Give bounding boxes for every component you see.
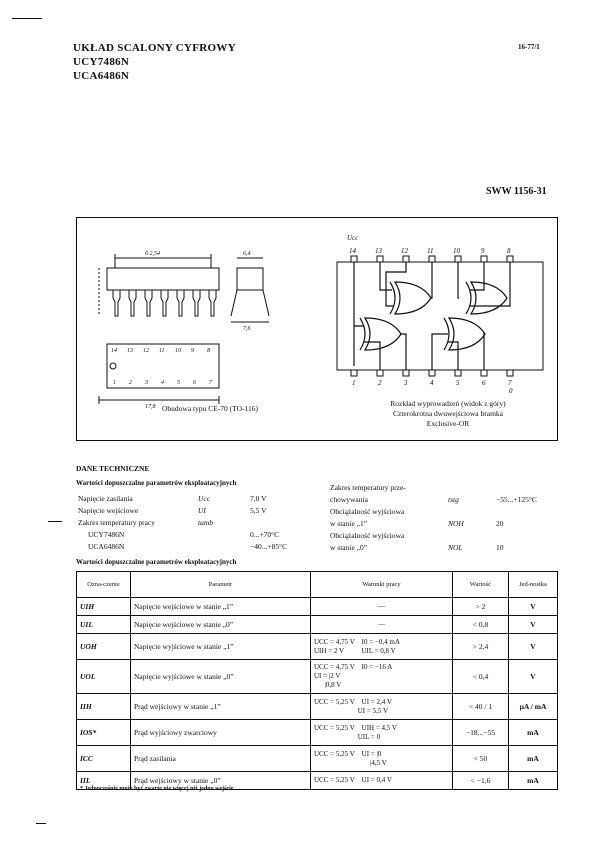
row-value: −18...−55 (453, 720, 509, 746)
limit-symbol (448, 507, 494, 517)
pkg-pin-13: 13 (127, 348, 133, 354)
pkg-pin-14: 14 (111, 348, 117, 354)
pinout-caption-2: Czterokrotna dwuwejściowa bramka (393, 409, 503, 418)
row-parameter: Napięcie wyjściowe w stanie „1” (131, 634, 311, 660)
row-parameter: Prąd wyjściowy zwarciowy (131, 720, 311, 746)
col-header-conditions: Warunki pracy (311, 572, 453, 598)
condition-line: UCC = 4,75 V I0 = −16 A (314, 663, 393, 671)
row-value: > 2 (453, 598, 509, 616)
table-row (77, 634, 558, 660)
pkg-pin-4: 4 (161, 380, 164, 386)
pkg-pin-7: 7 (209, 380, 212, 386)
limit-name: Zakres temperatury prze- (330, 483, 406, 492)
limit-symbol: tstg (448, 495, 459, 504)
row-value: < 0,4 (453, 660, 509, 694)
row-conditions (311, 694, 453, 720)
row-parameter: Napięcie wejściowe w stanie „1” (131, 598, 311, 616)
row-unit: V (509, 598, 558, 616)
pin-13-label: 13 (375, 247, 382, 255)
row-value: > 2,4 (453, 634, 509, 660)
row-unit: mA (509, 720, 558, 746)
row-symbol: ICC (77, 746, 131, 772)
row-parameter: Prąd zasilania (131, 746, 311, 772)
condition-line: — (378, 620, 385, 628)
limit-symbol (448, 483, 494, 493)
limit-name: w stanie „0” (330, 543, 368, 552)
limits-left-table (76, 492, 291, 554)
limit-name: Obciążalność wyjściowa (330, 507, 405, 516)
pin-9-label: 9 (481, 247, 485, 255)
col-header-symbol: Ozna-czenie (77, 572, 131, 598)
pinout-diagram (329, 226, 555, 394)
document-title: UKŁAD SCALONY CYFROWY (73, 42, 236, 54)
pin-8-label: 8 (507, 247, 511, 255)
condition-line: UCC = 5,25 V UI = 2,4 V (314, 697, 392, 706)
limit-symbol (198, 542, 248, 552)
pkg-pin-11: 11 (159, 348, 165, 354)
condition-line: UI = 5,5 V (314, 706, 389, 715)
pin-14-label: 14 (349, 247, 356, 255)
limit-name: UCA6486N (88, 542, 125, 551)
pkg-pin-2: 2 (129, 380, 132, 386)
table-row (77, 720, 558, 746)
dim-pitch-label: 6·2,54 (145, 251, 160, 257)
pinout-caption-1: Rozkład wyprowadzeń (widok z góry) (390, 399, 506, 408)
limits-heading: Wartości dopuszczalne parametrów eksploatacyjnych (76, 479, 237, 487)
limit-value: 10 (496, 543, 504, 552)
margin-mark-bottom (36, 823, 46, 824)
condition-line: UCC = 5,25 V UI = |0 (314, 749, 382, 758)
limit-symbol: tamb (198, 518, 213, 527)
doc-code: 16-77/1 (518, 43, 540, 51)
table-row (77, 694, 558, 720)
limit-value: −40...+85°C (250, 542, 288, 551)
limit-symbol (198, 530, 248, 540)
tech-heading: DANE TECHNICZNE (76, 464, 150, 473)
table-row (77, 598, 558, 616)
pin-10-label: 10 (453, 247, 460, 255)
table-row (77, 660, 558, 694)
parameters-table (76, 571, 558, 790)
pkg-pin-1: 1 (113, 380, 116, 386)
row-conditions (311, 660, 453, 694)
row-value: < 50 (453, 746, 509, 772)
condition-line: UCC = 5,25 V UI = 0,4 V (314, 776, 392, 784)
limits-right-table (328, 481, 560, 555)
pin-2-label: 2 (378, 379, 382, 387)
row-symbol: UOH (77, 634, 131, 660)
pin-6-label: 6 (482, 379, 486, 387)
condition-line: UIL = 0 (314, 732, 381, 741)
limit-symbol: NOL (448, 543, 463, 552)
pkg-pin-5: 5 (177, 380, 180, 386)
condition-line: |4,5 V (314, 758, 387, 767)
pin-3-label: 3 (404, 379, 408, 387)
condition-line: |0,8 V (314, 681, 342, 689)
row-conditions (311, 746, 453, 772)
table-header-row (77, 572, 558, 598)
pkg-pin-12: 12 (143, 348, 149, 354)
params-heading: Wartości dopuszczalne parametrów eksploatacyjnych (76, 558, 237, 566)
limit-symbol: NOH (448, 519, 464, 528)
row-conditions (311, 598, 453, 616)
pin-7-label: 7 (508, 379, 512, 387)
row-parameter: Napięcie wyjściowe w stanie „0” (131, 660, 311, 694)
condition-line: UCC = 5,25 V UIH = 4,5 V (314, 723, 397, 732)
row-value: < −1,6 (453, 772, 509, 790)
row-symbol: IIL (77, 772, 131, 790)
row-conditions (311, 720, 453, 746)
row-unit: mA (509, 746, 558, 772)
limit-name: w stanie „1” (330, 519, 368, 528)
footnote: * Jednocześnie może być zwarte nie więcej niż jedno wejście. (80, 786, 235, 792)
pkg-pin-10: 10 (175, 348, 181, 354)
limit-value: 7,0 V (250, 494, 267, 503)
limit-name: Napięcie wejściowe (78, 506, 139, 515)
vcc-label: Ucc (347, 234, 359, 242)
limit-name: Napięcie zasilania (78, 494, 133, 503)
row-conditions (311, 616, 453, 634)
pin-4-label: 4 (430, 379, 434, 387)
limit-value: −55...+125°C (496, 495, 537, 504)
row-symbol: UIL (77, 616, 131, 634)
margin-mark-top (12, 18, 42, 19)
pkg-pin-6: 6 (193, 380, 196, 386)
row-parameter: Napięcie wejściowe w stanie „0” (131, 616, 311, 634)
margin-mark-mid (48, 521, 62, 522)
limit-name: Obciążalność wyjściowa (330, 531, 405, 540)
row-unit: V (509, 660, 558, 694)
row-unit: V (509, 634, 558, 660)
row-symbol: IOS* (77, 720, 131, 746)
dim-length-label: 17,8 (145, 404, 156, 410)
pinout-caption-3: Exclusive-OR (426, 419, 470, 428)
standard-code: SWW 1156-31 (486, 186, 547, 197)
limit-value: 20 (496, 519, 504, 528)
row-symbol: UIH (77, 598, 131, 616)
pkg-pin-8: 8 (207, 348, 210, 354)
condition-line: — (378, 602, 385, 610)
limit-symbol (448, 531, 494, 541)
figure-box (76, 217, 558, 441)
limit-symbol: Ucc (198, 494, 211, 503)
limit-value: 0...+70°C (250, 530, 280, 539)
pin-1-label: 1 (352, 379, 356, 387)
part-number-1: UCY7486N (73, 56, 130, 68)
dim-width-label: 6,4 (243, 251, 251, 257)
row-symbol: IIH (77, 694, 131, 720)
limit-value: 5,5 V (250, 506, 267, 515)
condition-line: UCC = 4,75 V I0 = −0,4 mA (314, 637, 400, 646)
col-header-value: Wartość (453, 572, 509, 598)
limit-name: chowywania (330, 495, 368, 504)
part-number-2: UCA6486N (73, 70, 130, 82)
pin-12-label: 12 (401, 247, 408, 255)
row-conditions (311, 634, 453, 660)
condition-line: UIH = 2 V UIL = 0,8 V (314, 646, 396, 655)
gnd-label: 0 (509, 387, 513, 394)
limit-value (496, 507, 558, 517)
limit-value (496, 483, 558, 493)
pkg-pin-3: 3 (145, 380, 148, 386)
row-parameter: Prąd wejściowy w stanie „0” (131, 772, 311, 790)
row-value: < 40 / 1 (453, 694, 509, 720)
col-header-unit: Jed-nostka (509, 572, 558, 598)
dim-height-label: 7,6 (243, 326, 251, 332)
limit-name: Zakres temperatury pracy (78, 518, 156, 527)
row-unit: µA / mA (509, 694, 558, 720)
table-row (77, 746, 558, 772)
row-unit: mA (509, 772, 558, 790)
row-conditions (311, 772, 453, 790)
limit-symbol: UI (198, 506, 206, 515)
package-caption: Obudowa typu CE-70 (TO-116) (161, 404, 259, 413)
condition-line: UI = |2 V (314, 672, 341, 680)
limit-name: UCY7486N (88, 530, 125, 539)
pin-5-label: 5 (456, 379, 460, 387)
row-unit: V (509, 616, 558, 634)
table-row (77, 616, 558, 634)
limit-value (250, 518, 289, 528)
package-drawing (85, 240, 285, 410)
row-symbol: UOL (77, 660, 131, 694)
row-parameter: Prąd wejściowy w stanie „1” (131, 694, 311, 720)
pin-11-label: 11 (427, 247, 434, 255)
limit-value (496, 531, 558, 541)
row-value: < 0,8 (453, 616, 509, 634)
pkg-pin-9: 9 (191, 348, 194, 354)
col-header-parameter: Parametr (131, 572, 311, 598)
